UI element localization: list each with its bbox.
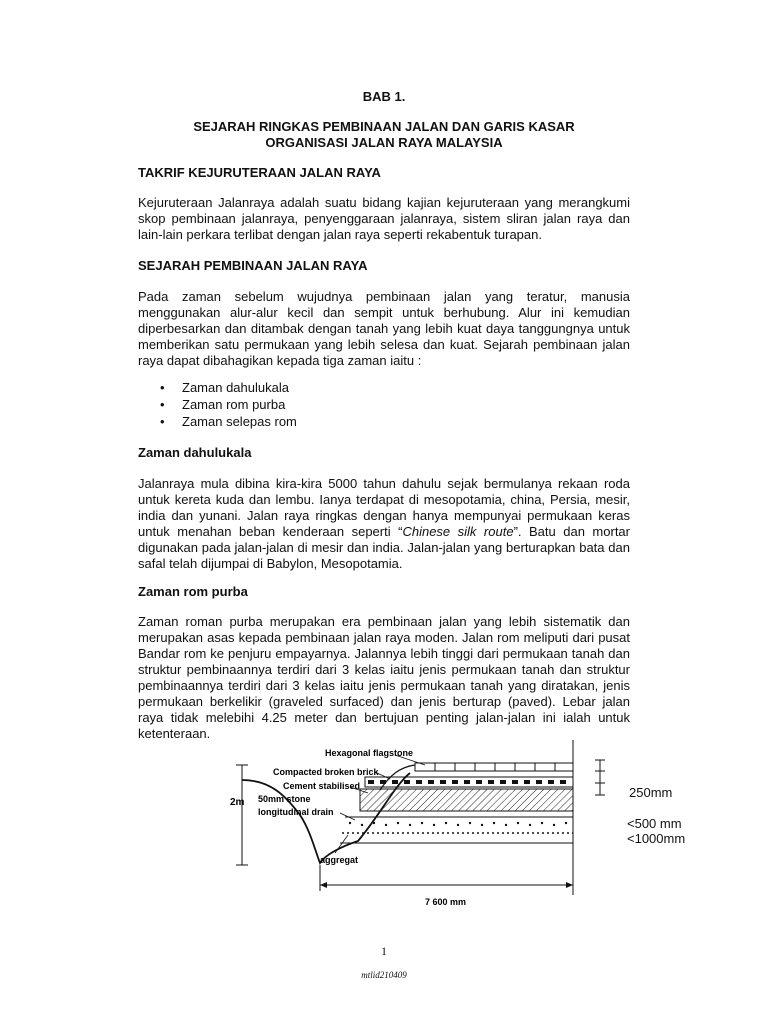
paragraph-part: ”. Batu dan mortar digunakan pada jalan-jalan di mesir dan india. Jalan-jalan yang berturapkan bata dan safal telah dijumpai di Babylon, Mesopotamia. xyxy=(138,524,630,571)
paragraph-rom-purba: Zaman roman purba merupakan era pembinaan jalan yang lebih sistematik dan merupakan asas kepada pembinaan jalan raya moden. Jalan rom meliputi dari pusat Bandar rom ke penjuru empayarnya. Jalannya lebih tinggi dari permukaan tanah dan struktur pembinaannya terdiri dari 3 kelas iaitu jenis permukaan tanah dan struktur pembinaannya terdiri dari 3 kelas iaitu jenis permukaan tanah yang diratakan, jenis permukaan berkelikir (graveled surfaced) dan jenis berturap (paved). Lebar jalan raya tidak melebihi 4.25 meter dan bertujuan penting jalan-jalan ini ialah untuk ketenteraan. xyxy=(138,614,630,741)
bullet-item xyxy=(160,414,297,430)
label-aggregate: aggregat xyxy=(320,855,359,865)
section-heading-dahulukala: Zaman dahulukala xyxy=(138,445,252,460)
bullet-item xyxy=(160,397,286,413)
dimension-label-250mm: 250mm xyxy=(629,785,673,800)
title-line-2: ORGANISASI JALAN RAYA MALAYSIA xyxy=(265,135,503,150)
label-50mm-stone: 50mm stone xyxy=(258,794,311,804)
bullet-text: Zaman rom purba xyxy=(182,397,286,412)
paragraph-dahulukala xyxy=(138,476,630,572)
label-longitudinal-drain: longitudinal drain xyxy=(258,807,334,817)
label-height-2m: 2m xyxy=(230,797,245,808)
bullet-item xyxy=(160,380,289,396)
bullet-text: Zaman dahulukala xyxy=(182,380,289,395)
bullet-icon: • xyxy=(160,397,165,412)
paragraph-sejarah: Pada zaman sebelum wujudnya pembinaan jalan yang teratur, manusia menggunakan alur-alur kecil dan sempit untuk berhubung. Alur ini kemudian diperbesarkan dan ditambak dengan tanah yang lebih kuat daya tanggungnya untuk memberikan satu permukaan yang lebih selesa dan kuat. Sejarah pembinaan jalan raya dapat dibahagikan kepada tiga zaman iaitu : xyxy=(138,289,630,368)
road-cross-section-figure xyxy=(230,735,610,915)
paragraph-part: Jalanraya mula dibina kira-kira 5000 tahun dahulu sejak bermulanya rekaan roda untuk kereta kuda dan lembu. Ianya terdapat di mesopotamia, china, Persia, mesir, india dan yunani. Jalan raya ringkas dengan hanya mempunyai permukaan keras untuk menahan beban kenderaan seperti “ xyxy=(138,476,630,539)
section-heading-takrif: TAKRIF KEJURUTERAAN JALAN RAYA xyxy=(138,165,381,180)
italic-phrase: Chinese silk route xyxy=(402,524,514,539)
section-heading-rom-purba: Zaman rom purba xyxy=(138,584,248,599)
page-number: 1 xyxy=(381,944,387,958)
label-compacted-brick: Compacted broken brick xyxy=(273,767,379,777)
dimension-label-500mm: <500 mm xyxy=(627,816,682,831)
dimension-label-1000mm: <1000mm xyxy=(627,831,686,846)
footer-code: mtlid210409 xyxy=(361,970,407,980)
bullet-icon: • xyxy=(160,414,165,429)
label-cement-stabilised: Cement stabilised xyxy=(283,781,361,791)
bullet-icon: • xyxy=(160,380,165,395)
paragraph-takrif: Kejuruteraan Jalanraya adalah suatu bidang kajian kejuruteraan yang merangkumi skop pembinaan jalanraya, penyenggaraan jalanraya, sistem sliran jalan raya dan lain-lain perkara terlibat dengan jalan raya seperti rekabentuk turapan. xyxy=(138,195,630,242)
section-heading-sejarah: SEJARAH PEMBINAAN JALAN RAYA xyxy=(138,258,368,273)
label-width-7600mm: 7 600 mm xyxy=(425,897,467,907)
bullet-text: Zaman selepas rom xyxy=(182,414,297,429)
chapter-label: BAB 1. xyxy=(362,89,406,104)
title-line-1: SEJARAH RINGKAS PEMBINAAN JALAN DAN GARIS KASAR xyxy=(193,119,575,134)
label-hexagonal-flagstone: Hexagonal flagstone xyxy=(325,748,414,758)
